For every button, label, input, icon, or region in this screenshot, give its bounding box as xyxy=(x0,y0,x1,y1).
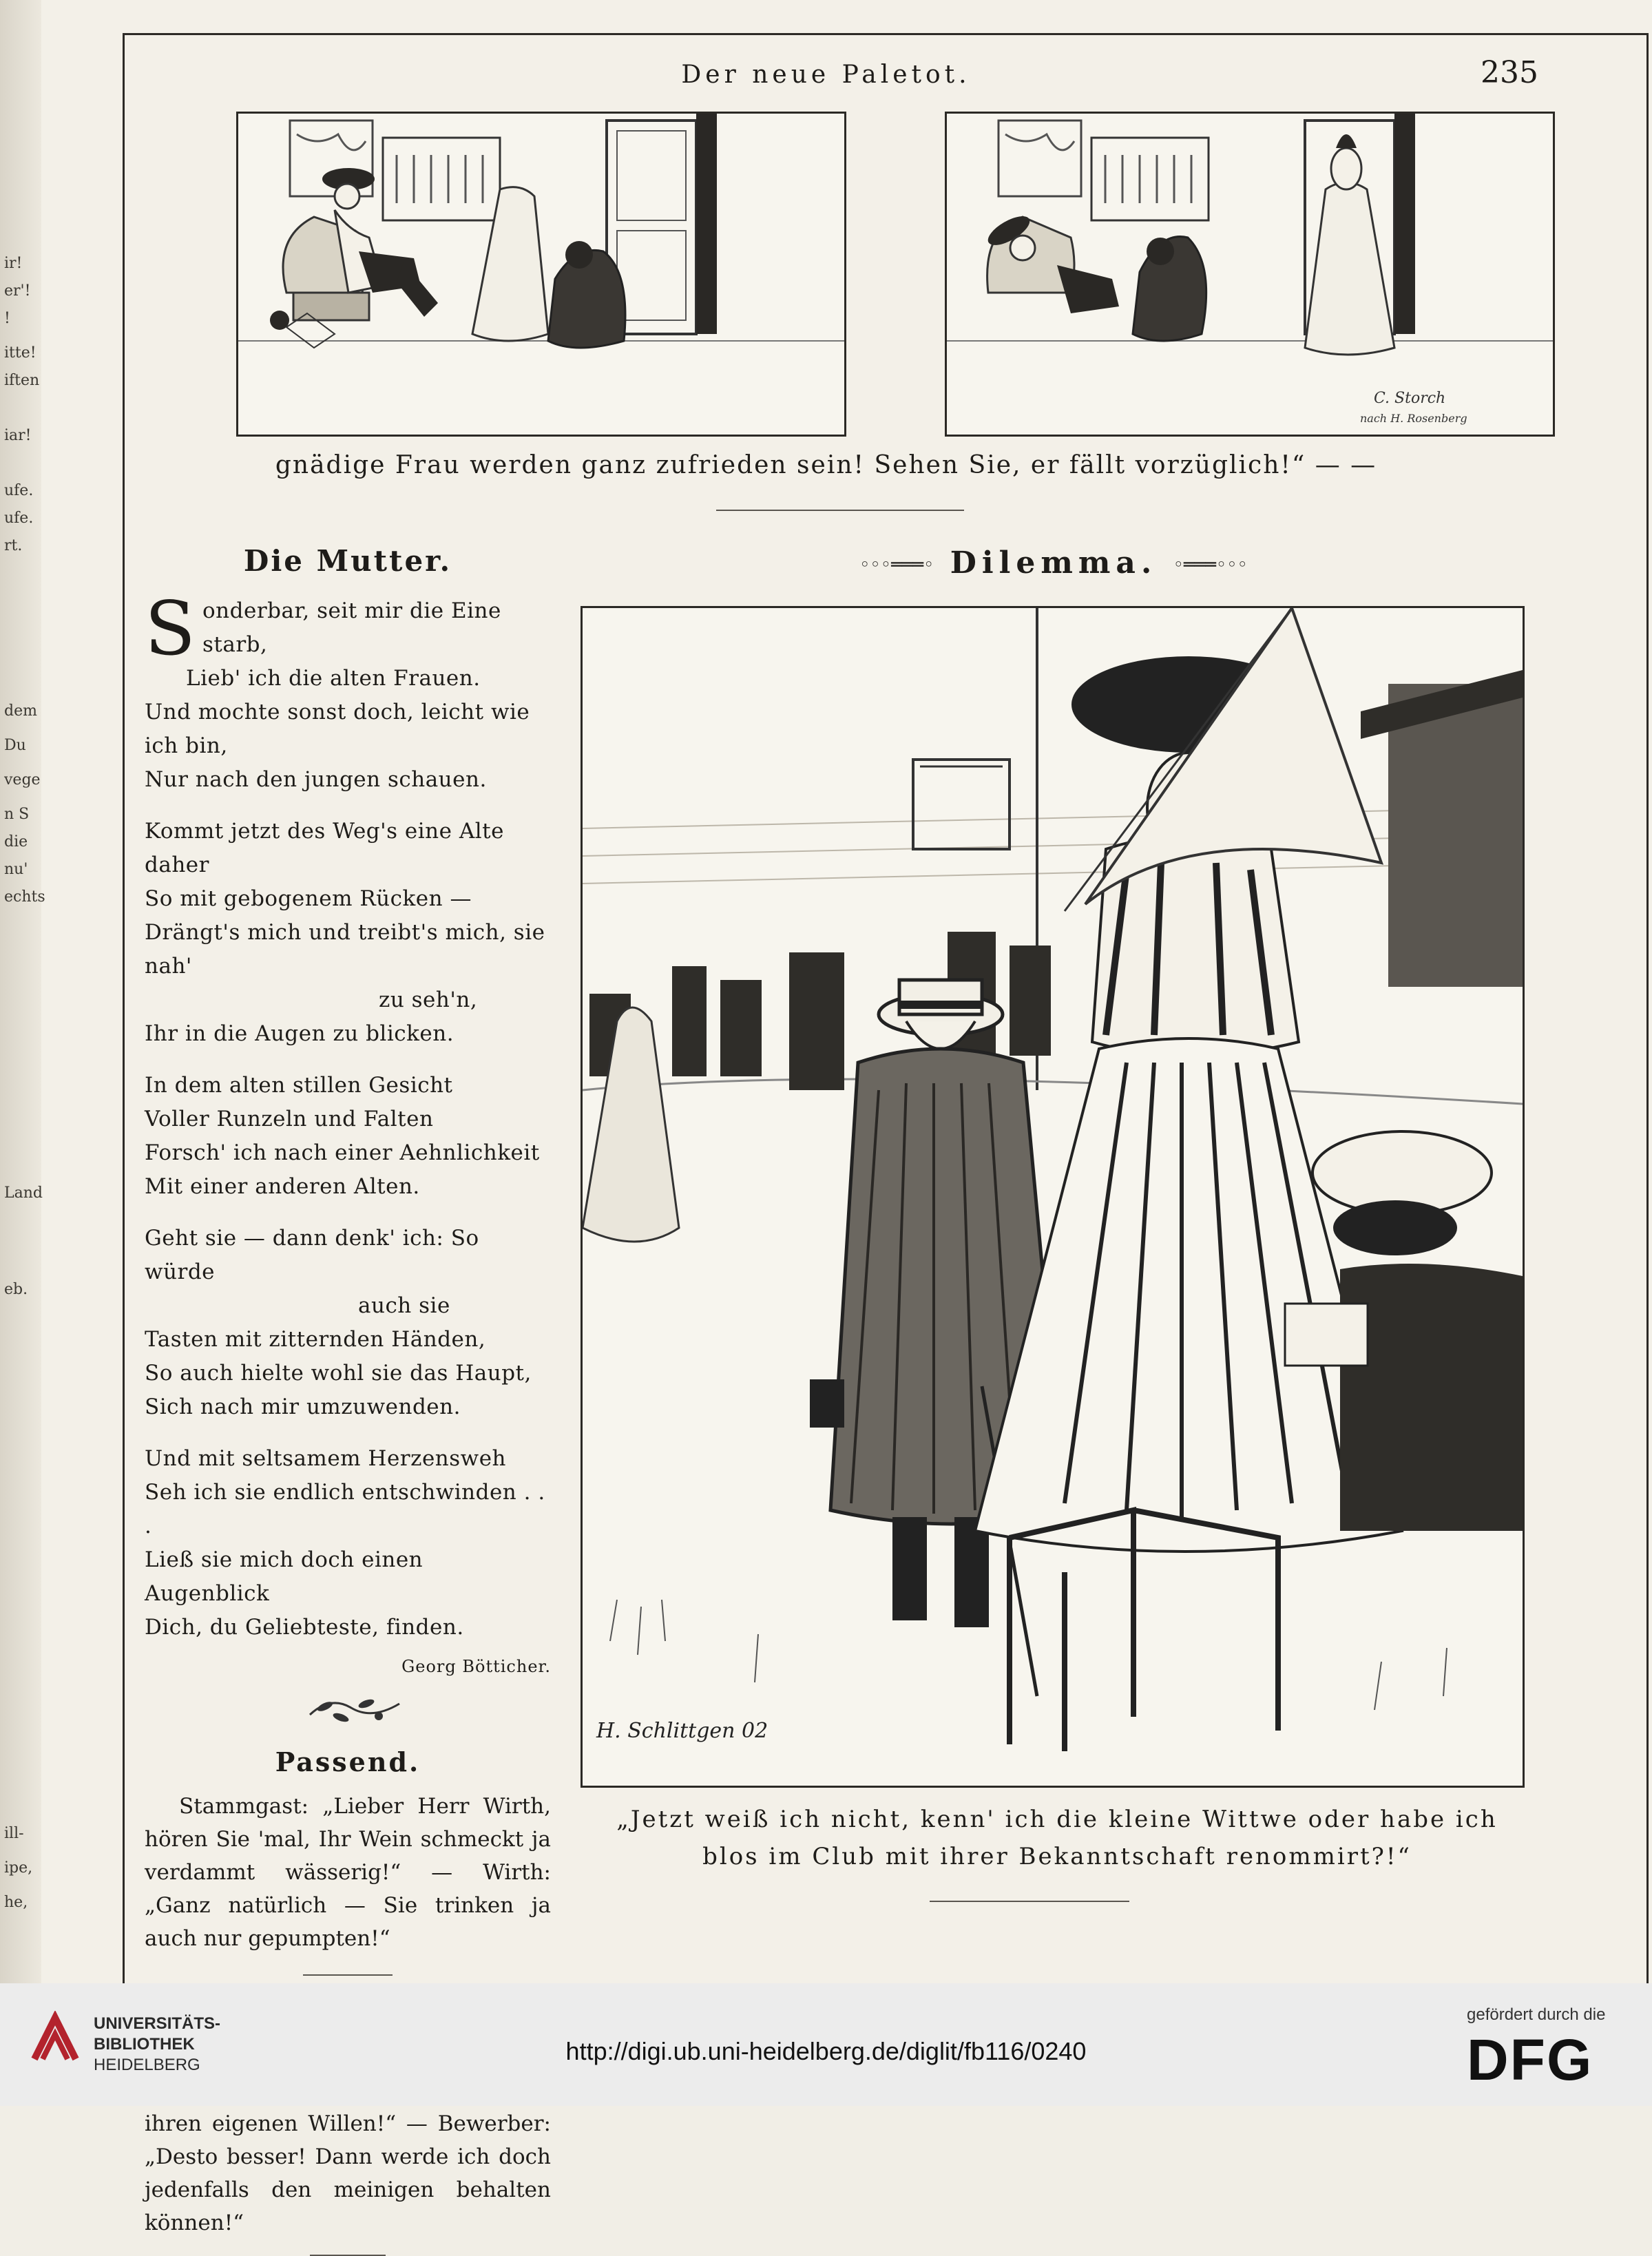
adjacent-page-spine xyxy=(0,0,45,1983)
spine-fragment: ir! xyxy=(4,255,23,272)
poem-line: Und mit seltsamem Herzensweh xyxy=(145,1446,507,1471)
separator-rule xyxy=(930,1901,1129,1902)
title-ornament-left: ◦◦◦═══◦ xyxy=(859,554,934,576)
poem-line: Tasten mit zitternden Händen, xyxy=(145,1327,486,1352)
poem-stanza xyxy=(145,815,551,1051)
separator-rule xyxy=(303,1974,393,1976)
poem-line: In dem alten stillen Gesicht xyxy=(145,1073,453,1098)
poem-author: Georg Bötticher. xyxy=(401,1657,551,1676)
top-cartoon-caption: gnädige Frau werden ganz zufrieden sein! Sehen Sie, er fällt vorzüglich!“ — — xyxy=(275,451,1377,479)
poem-body xyxy=(145,586,551,1644)
parirt-text: ihren eigenen Willen!“ — Bewerber: „Desto besser! Dann werde ich doch jedenfalls den meinigen behalten können!“ xyxy=(145,2111,551,2235)
poem-title: Die Mutter. xyxy=(243,544,452,578)
poem-line: zu seh'n, xyxy=(379,988,478,1012)
spine-fragment: ill- xyxy=(4,1825,24,1842)
cartoon-seamstress-left xyxy=(238,114,844,435)
spine-fragment: he, xyxy=(4,1894,28,1911)
poem-line: Lieb' ich die alten Frauen. xyxy=(186,666,481,691)
sponsor-label: gefördert durch die xyxy=(1467,2005,1606,2024)
poem-line: onderbar, seit mir die Eine starb, xyxy=(202,598,501,657)
poem-line: auch sie xyxy=(358,1293,450,1318)
artist-signature: H. Schlittgen 02 xyxy=(596,1719,769,1743)
racecourse-scene xyxy=(583,608,1523,1786)
institution-line: UNIVERSITÄTS- xyxy=(94,2014,221,2033)
poem-line: Forsch' ich nach einer Aehnlichkeit xyxy=(145,1140,540,1165)
dilemma-caption: „Jetzt weiß ich nicht, kenn' ich die kleine Wittwe oder habe ich blos im Club mit ihrer Bekanntschaft renommirt?!“ xyxy=(616,1806,1498,1870)
poem-line: Sich nach mir umzuwenden. xyxy=(145,1395,461,1419)
poem-line: Kommt jetzt des Weg's eine Alte daher xyxy=(145,819,504,877)
institution-line: HEIDELBERG xyxy=(94,2056,200,2074)
illustration-signature: C. Storch xyxy=(1374,390,1446,407)
title-ornament-right: ◦═══◦◦◦ xyxy=(1173,554,1248,576)
institution-line: BIBLIOTHEK xyxy=(94,2035,195,2054)
spine-fragment: ufe. xyxy=(4,482,34,499)
separator-rule xyxy=(716,510,964,511)
permalink-url[interactable]: http://digi.ub.uni-heidelberg.de/diglit/fb116/0240 xyxy=(565,2037,1087,2065)
spine-fragment: eb. xyxy=(4,1281,28,1298)
spine-fragment: dem xyxy=(4,702,37,720)
poem-stanza xyxy=(145,1069,551,1204)
passend-title: Passend. xyxy=(275,1746,421,1777)
illustration-panel-right xyxy=(945,112,1555,437)
spine-fragment: n S xyxy=(4,806,30,823)
ornament-vignette xyxy=(145,1689,551,1730)
poem-line: Mit einer anderen Alten. xyxy=(145,1174,420,1199)
poem-line: So auch hielte wohl sie das Haupt, xyxy=(145,1361,532,1386)
poem-line: Nur nach den jungen schauen. xyxy=(145,767,487,792)
dfg-logo: DFG xyxy=(1467,2027,1593,2092)
poem-line: Seh ich sie endlich entschwinden . . . xyxy=(145,1480,545,1538)
spine-fragment: echts xyxy=(4,888,45,906)
spine-fragment: iften xyxy=(4,372,40,389)
poem-line: So mit gebogenem Rücken — xyxy=(145,886,472,911)
poem-stanza xyxy=(145,586,551,797)
cartoon-seamstress-right xyxy=(947,114,1553,435)
spine-fragment: ufe. xyxy=(4,510,34,527)
spine-fragment: die xyxy=(4,833,28,850)
poem-stanza xyxy=(145,1222,551,1424)
poem-line: Drängt's mich und treibt's mich, sie nah' xyxy=(145,920,545,979)
dilemma-title: Dilemma. xyxy=(950,545,1158,581)
spine-fragment: nu' xyxy=(4,861,28,878)
spine-fragment: vege xyxy=(4,771,41,788)
spine-fragment: iar! xyxy=(4,427,32,444)
illustration-signature-note: nach H. Rosenberg xyxy=(1360,412,1467,425)
passend-text: Stammgast: „Lieber Herr Wirth, hören Sie 'mal, Ihr Wein schmeckt ja verdammt wässerig!“ — Wirth: „Ganz natürlich — Sie trinken ja auch nur gepumpten!“ xyxy=(145,1794,551,1951)
poem-line: Ließ sie mich doch einen Augenblick xyxy=(145,1547,424,1606)
page-number: 235 xyxy=(1481,55,1538,90)
digitization-footer xyxy=(0,1983,1652,2106)
spine-fragment: ! xyxy=(4,310,10,327)
spine-fragment: Land xyxy=(4,1184,43,1202)
dilemma-title-row xyxy=(854,545,1253,581)
poem-line: Ihr in die Augen zu blicken. xyxy=(145,1021,454,1046)
spine-fragment: ipe, xyxy=(4,1859,33,1877)
dilemma-illustration xyxy=(581,606,1525,1788)
spine-fragment: Du xyxy=(4,737,26,754)
poem-line: Dich, du Geliebteste, finden. xyxy=(145,1615,464,1640)
spine-fragment: itte! xyxy=(4,344,36,362)
poem-line: Und mochte sonst doch, leicht wie ich bin, xyxy=(145,700,530,758)
illustration-panel-left xyxy=(236,112,846,437)
poem-stanza xyxy=(145,1442,551,1644)
spine-fragment: rt. xyxy=(4,537,23,554)
poem-line: Voller Runzeln und Falten xyxy=(145,1107,434,1131)
spine-fragment: er'! xyxy=(4,282,31,300)
running-head: Der neue Paletot. xyxy=(681,61,971,89)
poem-line: Geht sie — dann denk' ich: So würde xyxy=(145,1226,479,1284)
dropcap: S xyxy=(145,586,196,672)
